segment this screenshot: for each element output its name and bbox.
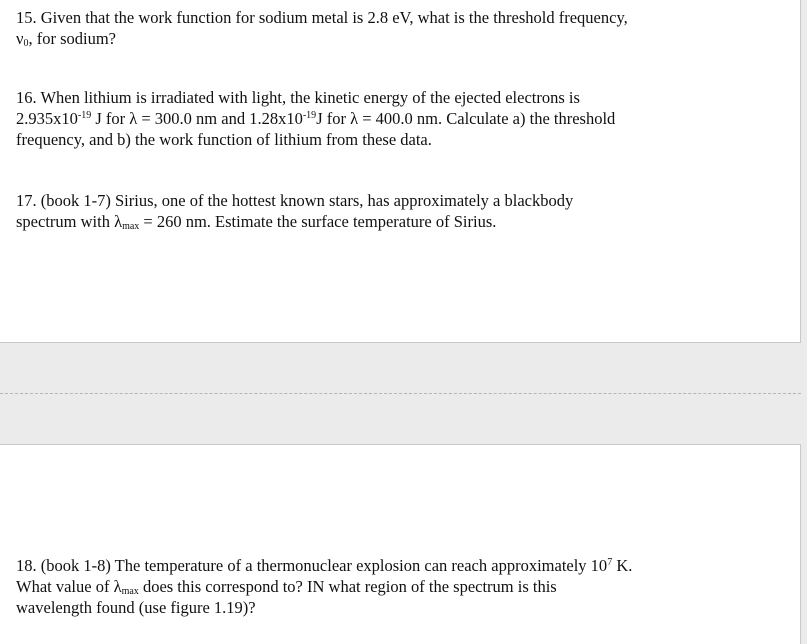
question-16-line-1: 16. When lithium is irradiated with light, the kinetic energy of the ejected electrons is xyxy=(16,88,580,107)
question-17-line-1: 17. (book 1-7) Sirius, one of the hottest known stars, has approximately a blackbody xyxy=(16,191,574,210)
question-18-text-c: What value of λ xyxy=(16,577,122,596)
question-15-line-2 xyxy=(16,28,796,49)
question-15-line-1: 15. Given that the work function for sodium metal is 2.8 eV, what is the threshold frequency, xyxy=(16,8,628,27)
document-page-2 xyxy=(0,444,801,644)
question-17 xyxy=(16,190,796,232)
question-15-line-2-text: , for sodium? xyxy=(28,29,116,48)
nu-subscript: 0 xyxy=(23,38,29,49)
question-18-text-a: 18. (book 1-8) The temperature of a thermonuclear explosion can reach approximately 10 xyxy=(16,556,608,575)
question-16 xyxy=(16,87,796,150)
question-17-line-2 xyxy=(16,211,796,232)
question-17-text-b: = 260 nm. Estimate the surface temperature of Sirius. xyxy=(139,212,497,231)
exponent-1: -19 xyxy=(77,110,92,121)
lambda-max-subscript-2: max xyxy=(121,586,139,597)
question-18-text-b: K. xyxy=(612,556,633,575)
lambda-max-subscript: max xyxy=(122,221,140,232)
question-18 xyxy=(16,555,796,618)
question-16-text-a: 2.935x10 xyxy=(16,109,78,128)
nu-symbol: ν xyxy=(16,29,24,48)
exponent-2: -19 xyxy=(302,110,317,121)
page-break-divider xyxy=(0,393,801,394)
exponent-7: 7 xyxy=(607,557,613,568)
question-16-text-b: J for λ = 300.0 nm and 1.28x10 xyxy=(91,109,303,128)
question-18-line-1 xyxy=(16,555,796,576)
question-18-text-d: does this correspond to? IN what region of the spectrum is this xyxy=(138,577,557,596)
question-16-text-c: J for λ = 400.0 nm. Calculate a) the threshold xyxy=(316,109,616,128)
question-18-line-3: wavelength found (use figure 1.19)? xyxy=(16,598,256,617)
question-17-text-a: spectrum with λ xyxy=(16,212,123,231)
question-15 xyxy=(16,7,796,49)
question-18-line-2 xyxy=(16,576,796,597)
question-16-line-2 xyxy=(16,108,796,129)
question-16-line-3: frequency, and b) the work function of lithium from these data. xyxy=(16,130,432,149)
